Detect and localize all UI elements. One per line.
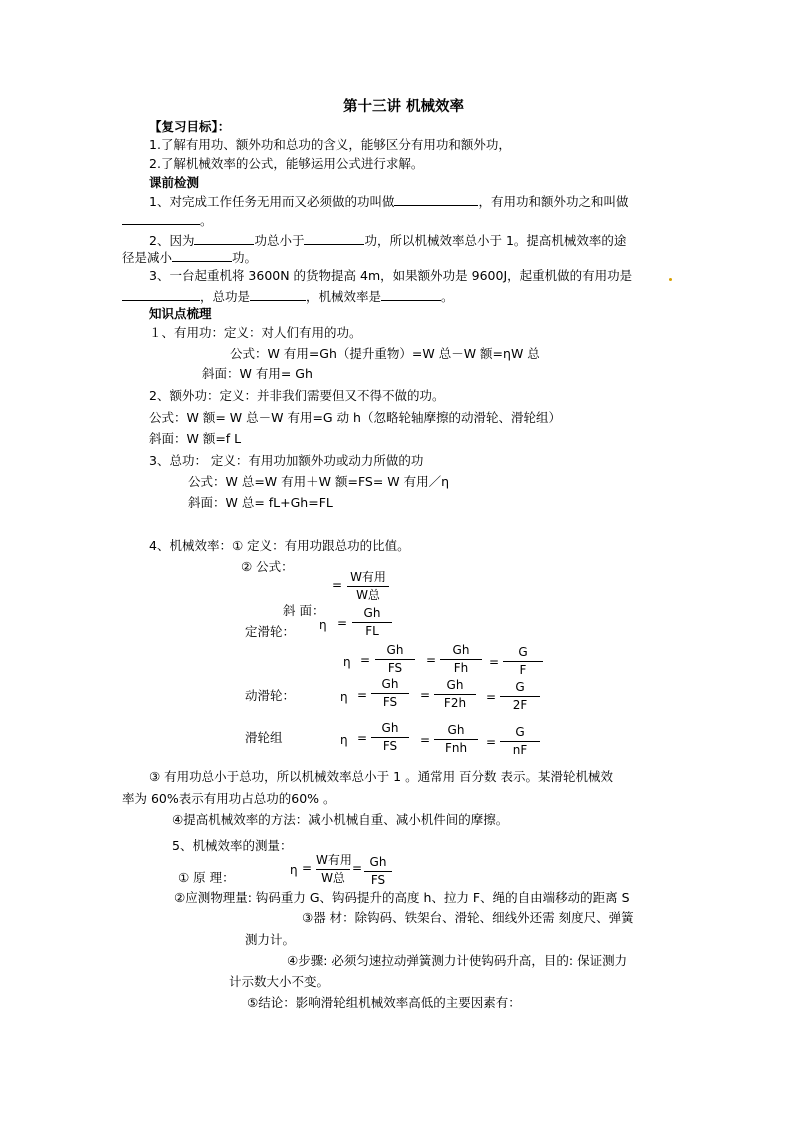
measure-steps-line-2: 计示数大小不变。: [229, 974, 330, 989]
fraction-denominator: FS: [387, 661, 403, 675]
fraction-bar: [316, 869, 350, 870]
fraction-denominator: F: [519, 663, 527, 677]
fraction-numerator: Gh: [447, 723, 465, 737]
eq-sign: =: [360, 653, 371, 667]
measure-conclusion: ⑤结论：影响滑轮组机械效率高低的主要因素有：: [247, 995, 521, 1010]
movable-fraction-3: [500, 680, 540, 713]
fraction-numerator: Gh: [363, 606, 381, 620]
measure-principle: ① 原 理：: [178, 870, 235, 885]
group-fraction-2: [434, 723, 478, 756]
q3-text-b: ，总功是: [200, 289, 251, 304]
fraction-bar: [503, 661, 543, 662]
slope-label: 斜 面：: [283, 603, 325, 618]
extra-work-formula: 公式：W 额= W 总－W 有用=G 动 h（忽略轮轴摩擦的动滑轮、滑轮组）: [149, 410, 561, 425]
q2-text-b: 功总小于: [254, 233, 305, 248]
eta-symbol: η: [340, 733, 348, 747]
general-fraction: [347, 570, 389, 603]
fraction-numerator: Gh: [369, 855, 387, 869]
measure-equipment-line-2: 测力计。: [245, 932, 296, 947]
fraction-numerator: G: [515, 725, 525, 739]
total-work-slope: 斜面：W 总= fL+Gh=FL: [188, 495, 333, 510]
fraction-denominator: FS: [370, 873, 386, 887]
review-heading: 【复习目标】：: [149, 119, 231, 134]
q3-text-d: 。: [441, 289, 454, 304]
fraction-denominator: Fnh: [444, 741, 468, 755]
fraction-bar: [375, 659, 415, 660]
fraction-bar: [352, 622, 392, 623]
q2-text-a: 2、因为: [149, 233, 195, 248]
fraction-denominator: nF: [512, 743, 528, 757]
fraction-numerator: Gh: [386, 643, 404, 657]
extra-work-definition: 2、额外功：定义：并非我们需要但又不得不做的功。: [149, 388, 445, 403]
efficiency-formula-label: ② 公式：: [241, 559, 294, 574]
efficiency-note-line-1: ③ 有用功总小于总功，所以机械效率总小于 1 。通常用 百分数 表示。某滑轮机械效: [149, 769, 614, 784]
useful-work-formula: 公式：W 有用=Gh（提升重物）=W 总－W 额=ηW 总: [230, 346, 540, 361]
q2-blank-3: [172, 249, 232, 262]
fraction-bar: [500, 741, 540, 742]
fixed-fraction-1: [375, 643, 415, 676]
useful-work-slope: 斜面：W 有用= Gh: [202, 366, 313, 381]
fraction-denominator: FS: [382, 739, 398, 753]
eq-sign: =: [302, 861, 313, 875]
precheck-q3: 3、一台起重机将 3600N 的货物提高 4m，如果额外功是 9600J，起重机做的有用功是: [149, 268, 633, 283]
fraction-bar: [347, 586, 389, 587]
fixed-fraction-3: [503, 645, 543, 678]
fraction-bar: [440, 659, 482, 660]
slope-fraction: [352, 606, 392, 639]
q1-text-a: 1、对完成工作任务无用而又必须做的功叫做: [149, 194, 395, 209]
pulley-group-label: 滑轮组: [245, 730, 283, 745]
precheck-q2-cont: [122, 249, 257, 266]
fraction-bar: [364, 871, 392, 872]
q2-text-d: 径是减小: [122, 250, 173, 265]
fraction-bar: [434, 694, 476, 695]
group-fraction-3: [500, 725, 540, 758]
fraction-bar: [371, 737, 409, 738]
q2-text-e: 功。: [232, 250, 258, 265]
total-work-formula: 公式：W 总=W 有用＋W 额=FS= W 有用／η: [188, 474, 450, 489]
q3-text-c: ，机械效率是: [306, 289, 382, 304]
eq-sign: =: [357, 731, 368, 745]
eq-sign: =: [332, 578, 343, 592]
q2-blank-2: [304, 232, 364, 245]
eta-symbol: η: [340, 690, 348, 704]
eq-sign: =: [486, 735, 497, 749]
q2-text-c: 功，所以机械效率总小于 1。提高机械效率的途: [364, 233, 627, 248]
fraction-denominator: 2F: [512, 698, 528, 712]
eq-sign: =: [489, 655, 500, 669]
measure-steps-line-1: ④步骤: 必须匀速拉动弹簧测力计使钩码升高，目的: 保证测力: [287, 953, 628, 968]
fraction-numerator: Gh: [381, 677, 399, 691]
movable-fraction-2: [434, 678, 476, 711]
fraction-numerator: Gh: [446, 678, 464, 692]
measure-heading: 5、机械效率的测量：: [172, 838, 293, 853]
group-fraction-1: [371, 721, 409, 754]
total-work-definition: 3、总功： 定义：有用功加额外功或动力所做的功: [149, 453, 424, 468]
eq-sign: =: [352, 861, 363, 875]
measure-equipment-line-1: ③器 材：除钩码、铁架台、滑轮、细线外还需 刻度尺、弹簧: [302, 910, 634, 925]
useful-work-definition: １、有用功：定义：对人们有用的功。: [149, 325, 362, 340]
eq-sign: =: [486, 690, 497, 704]
q1-blank-2: [122, 212, 200, 225]
fraction-bar: [500, 696, 540, 697]
precheck-q3-cont: [122, 288, 454, 305]
q3-blank-2: [250, 288, 306, 301]
fraction-numerator: W有用: [350, 570, 386, 584]
fixed-pulley-label: 定滑轮：: [245, 624, 296, 639]
q3-blank-3: [381, 288, 441, 301]
review-goal-2: 2.了解机械效率的公式，能够运用公式进行求解。: [149, 156, 424, 171]
fraction-numerator: Gh: [452, 643, 470, 657]
efficiency-definition: 4、机械效率：① 定义：有用功跟总功的比值。: [149, 538, 410, 553]
movable-pulley-label: 动滑轮：: [245, 688, 296, 703]
q1-blank-1: [394, 193, 478, 206]
fraction-denominator: W总: [356, 588, 380, 602]
fixed-fraction-2: [440, 643, 482, 676]
eta-symbol: η: [343, 655, 351, 669]
eq-sign: =: [337, 616, 348, 630]
principle-fraction-1: [316, 853, 350, 886]
eq-sign: =: [357, 688, 368, 702]
q3-blank-1: [122, 288, 200, 301]
eta-symbol: η: [319, 618, 327, 632]
precheck-heading: 课前检测: [149, 175, 200, 190]
fraction-bar: [371, 693, 409, 694]
precheck-q2: [149, 232, 626, 249]
eta-symbol: η: [290, 863, 298, 877]
fraction-denominator: F2h: [443, 696, 467, 710]
precheck-q1-cont: [122, 212, 213, 229]
eq-sign: =: [420, 733, 431, 747]
fraction-numerator: Gh: [381, 721, 399, 735]
fraction-denominator: FL: [365, 624, 379, 638]
fraction-bar: [434, 739, 478, 740]
q2-blank-1: [194, 232, 254, 245]
movable-fraction-1: [371, 677, 409, 710]
page-title: 第十三讲 机械效率: [343, 99, 465, 115]
extra-work-slope: 斜面：W 额=f L: [149, 431, 242, 446]
fraction-numerator: W有用: [316, 853, 352, 867]
eq-sign: =: [420, 688, 431, 702]
eq-sign: =: [426, 653, 437, 667]
precheck-q1: [149, 193, 628, 210]
fraction-denominator: FS: [382, 695, 398, 709]
efficiency-note-line-2: 率为 60%表示有用功占总功的60% 。: [122, 791, 336, 806]
efficiency-improve: ④提高机械效率的方法：减小机械自重、减小机件间的摩擦。: [172, 812, 509, 827]
measure-quantities: ②应测物理量: 钩码重力 G、钩码提升的高度 h、拉力 F、绳的自由端移动的距离 S: [174, 890, 630, 905]
principle-fraction-2: [364, 855, 392, 888]
q1-text-c: 。: [200, 213, 213, 228]
fraction-numerator: G: [518, 645, 528, 659]
fraction-denominator: W总: [321, 871, 345, 885]
fraction-numerator: G: [515, 680, 525, 694]
fraction-denominator: Fh: [453, 661, 469, 675]
review-goal-1: 1.了解有用功、额外功和总功的含义，能够区分有用功和额外功，: [149, 137, 511, 152]
accent-dot: [669, 278, 672, 281]
q1-text-b: ，有用功和额外功之和叫做: [478, 194, 629, 209]
knowledge-heading: 知识点梳理: [149, 306, 212, 321]
